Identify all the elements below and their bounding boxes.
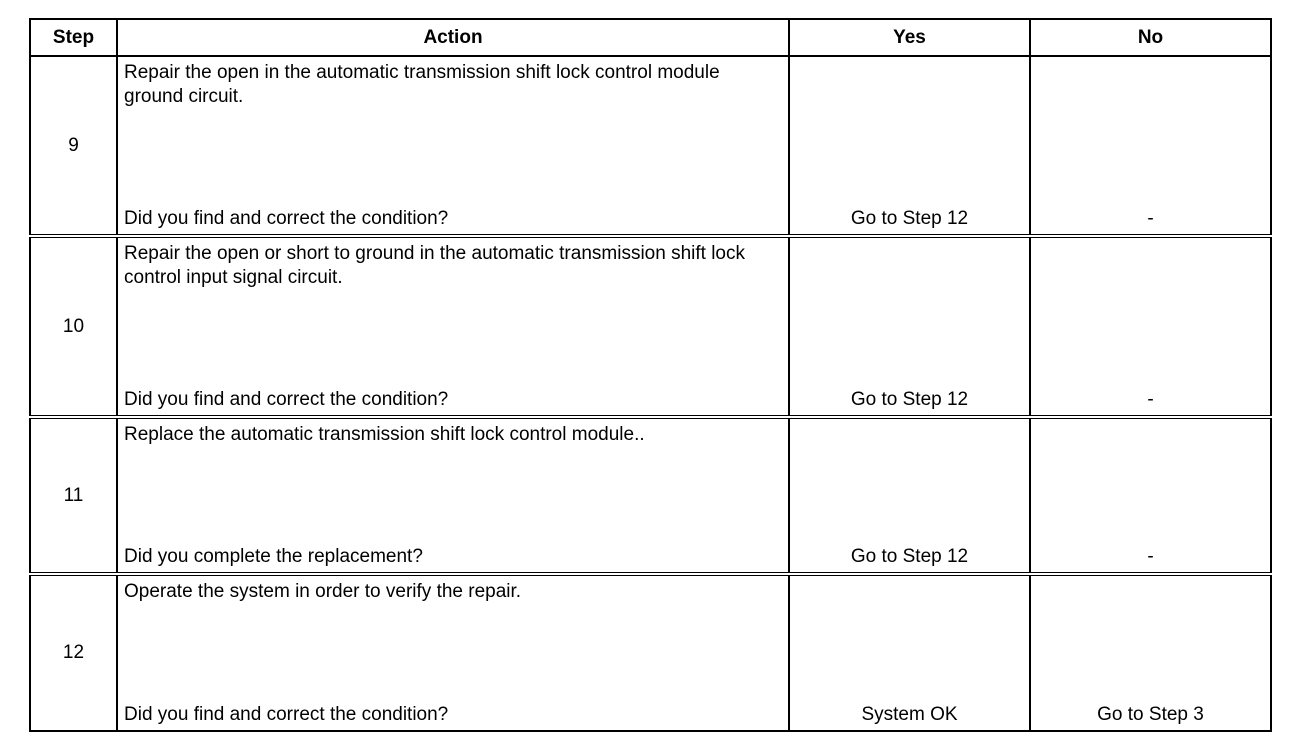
table-header-row: [30, 19, 1271, 56]
action-text: Repair the open in the automatic transmission shift lock control module ground circuit.: [124, 62, 720, 107]
table-row: [30, 417, 1271, 574]
table-row: [30, 236, 1271, 417]
question-text: Did you find and correct the condition?: [124, 389, 449, 410]
header-step: Step: [30, 19, 117, 56]
action-cell: [117, 236, 789, 417]
no-result: -: [1030, 56, 1271, 236]
header-action: Action: [117, 19, 789, 56]
yes-result: Go to Step 12: [789, 236, 1030, 417]
yes-result: Go to Step 12: [789, 417, 1030, 574]
header-no: No: [1030, 19, 1271, 56]
step-number: 9: [30, 56, 117, 236]
action-cell: [117, 574, 789, 731]
question-text: Did you find and correct the condition?: [124, 704, 449, 725]
step-number: 12: [30, 574, 117, 731]
no-result: -: [1030, 417, 1271, 574]
header-yes: Yes: [789, 19, 1030, 56]
step-number: 11: [30, 417, 117, 574]
action-text: Replace the automatic transmission shift lock control module..: [124, 424, 645, 445]
diagnostic-table: [29, 18, 1272, 732]
question-text: Did you complete the replacement?: [124, 546, 423, 567]
yes-result: System OK: [789, 574, 1030, 731]
step-number: 10: [30, 236, 117, 417]
yes-result: Go to Step 12: [789, 56, 1030, 236]
table-row: [30, 574, 1271, 731]
action-text: Repair the open or short to ground in the automatic transmission shift lock control input signal circuit.: [124, 243, 745, 288]
question-text: Did you find and correct the condition?: [124, 208, 449, 229]
no-result: -: [1030, 236, 1271, 417]
action-text: Operate the system in order to verify the repair.: [124, 581, 522, 602]
action-cell: [117, 417, 789, 574]
no-result: Go to Step 3: [1030, 574, 1271, 731]
table-row: [30, 56, 1271, 236]
action-cell: [117, 56, 789, 236]
